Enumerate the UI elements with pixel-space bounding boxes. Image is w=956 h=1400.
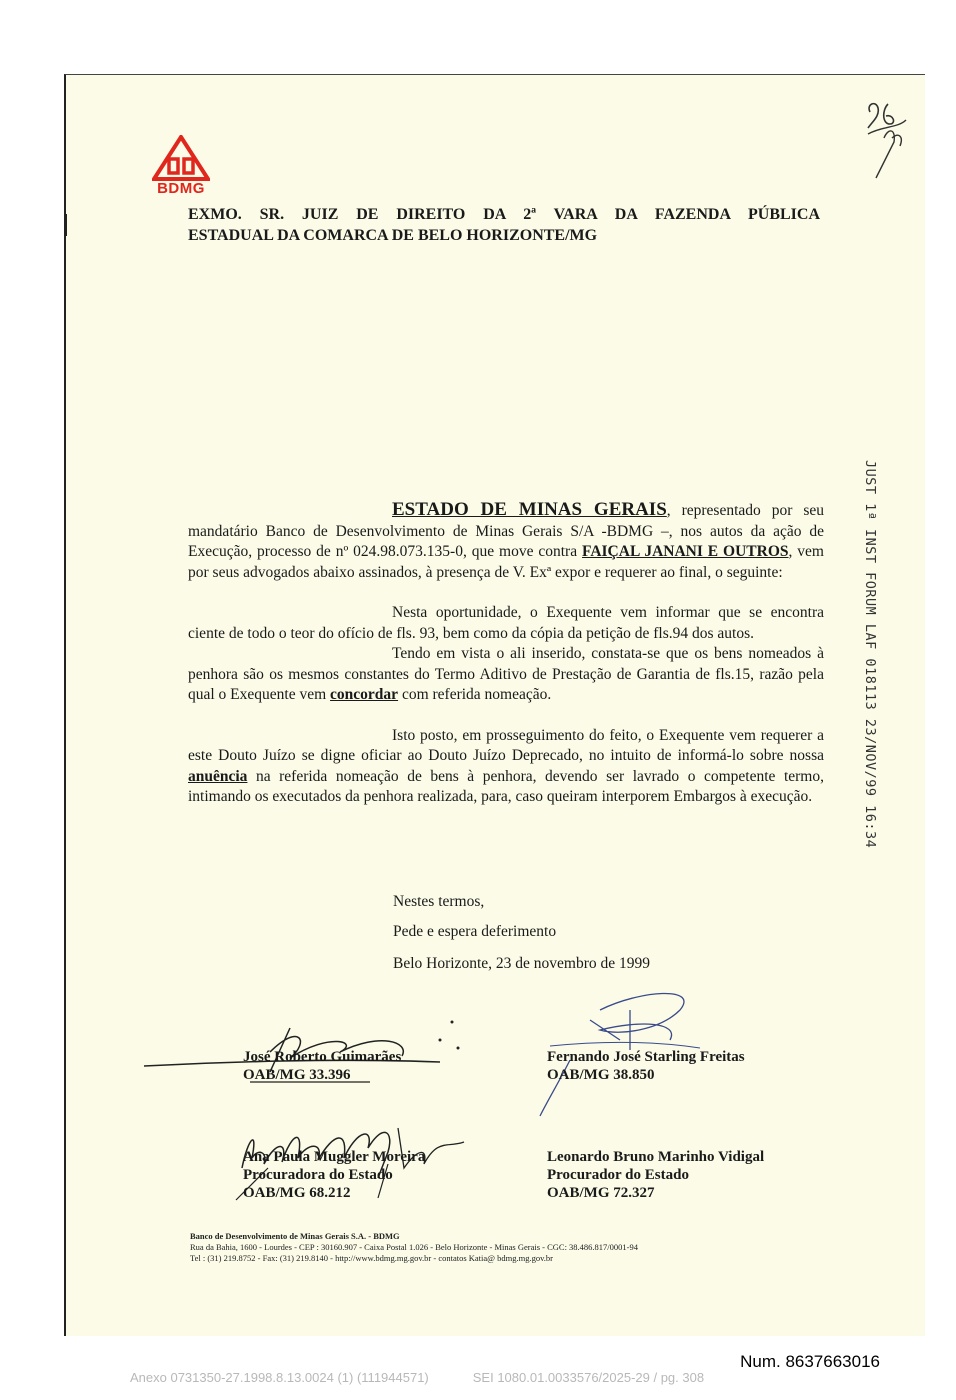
signatory-1-name: José Roberto Guimarães <box>243 1049 402 1065</box>
paragraph-isto-posto: Isto posto, em prosseguimento do feito, o Exequente vem requerer a este Douto Juízo se digne oficiar ao Douto Juízo Deprecado, no intuito de informá-lo sobre nossa anuência na referida nomeação de bens à penhora, devendo ser lavrado o competente termo, intimando os executados da penhora realizada, para, caso queiram interporem Embargos à execução. <box>188 726 824 805</box>
addressee-line-2: ESTADUAL DA COMARCA DE BELO HORIZONTE/MG <box>188 227 598 244</box>
footer-contacts: Tel : (31) 219.8752 - Fax: (31) 219.8140 - http://www.bdmg.mg.gov.br - contatos Katia@ bdmg.mg.gov.br <box>190 1253 554 1263</box>
paragraph-informa: Nesta oportunidade, o Exequente vem informar que se encontra ciente de todo o teor do ofício de fls. 93, bem como da cópia da petição de fls.94 dos autos. <box>188 604 824 642</box>
signatory-4-name: Leonardo Bruno Marinho Vidigal <box>547 1149 765 1165</box>
anuencia-emphasis: anuência <box>188 767 248 785</box>
signatory-1-oab: OAB/MG 33.396 <box>243 1067 351 1083</box>
footer-company: Banco de Desenvolvimento de Minas Gerais S.A. - BDMG <box>190 1231 400 1241</box>
signatory-4-role: Procurador do Estado <box>547 1167 689 1183</box>
closing-line-2: Pede e espera deferimento <box>393 923 557 940</box>
stamp-text: JUST 1ª INST FORUM LAF 018113 23/NOV/99 16:34 <box>862 460 878 849</box>
signatory-4 <box>547 1148 764 1202</box>
signatory-3-name: Ana Paula Muggler Moreira <box>243 1149 426 1165</box>
paragraph-intro: ESTADO DE MINAS GERAIS, representado por seu mandatário Banco de Desenvolvimento de Minas Gerais S/A -BDMG –, nos autos da ação de Execução, processo de nº 024.98.073.135-0, que move contra FAIÇAL JANANI E OUTROS, vem por seus advogados abaixo assinados, à presença de V. Exª expor e requerer ao final, o seguinte: <box>188 499 824 581</box>
logo-label: BDMG <box>157 180 205 197</box>
annex-id: Anexo 0731350-27.1998.8.13.0024 (1) (111944571) <box>130 1370 429 1385</box>
closing-date: Belo Horizonte, 23 de novembro de 1999 <box>393 955 650 972</box>
signatory-1 <box>243 1048 401 1084</box>
closing-line-1: Nestes termos, <box>393 893 485 910</box>
court-receipt-stamp <box>834 460 894 849</box>
concordar-emphasis: concordar <box>330 686 399 703</box>
letterhead-footer <box>190 1231 638 1264</box>
handwritten-page-number <box>862 98 916 180</box>
addressee-line-1: EXMO. SR. JUIZ DE DIREITO DA 2ª VARA DA FAZENDA PÚBLICA <box>188 206 820 223</box>
addressee-heading <box>188 204 820 246</box>
binding-mark <box>64 214 67 236</box>
sei-reference: SEI 1080.01.0033576/2025-29 / pg. 308 <box>472 1370 705 1385</box>
defendant-name: FAIÇAL JANANI E OUTROS <box>582 543 789 560</box>
annex-reference <box>130 1370 748 1385</box>
paragraph-tendo-em-vista: Tendo em vista o ali inserido, constata-se que os bens nomeados à penhora são os mesmos constantes do Termo Aditivo de Prestação de Garantia de fls.15, razão pela qual o Exequente vem concordar com referida nomeação. <box>188 645 824 703</box>
signatory-3-role: Procuradora do Estado <box>243 1167 393 1183</box>
petition-body <box>188 500 824 808</box>
signatory-2-name: Fernando José Starling Freitas <box>547 1049 745 1065</box>
signatory-3 <box>243 1148 425 1202</box>
signatory-4-oab: OAB/MG 72.327 <box>547 1185 655 1201</box>
state-name: ESTADO DE MINAS GERAIS <box>392 499 667 520</box>
document-number: Num. 8637663016 <box>740 1352 880 1371</box>
footer-address: Rua da Bahia, 1600 - Lourdes - CEP : 30160.907 - Caixa Postal 1.026 - Belo Horizonte - Minas Gerais - CGC: 38.486.817/0001-94 <box>190 1242 639 1252</box>
signatory-2 <box>547 1048 745 1084</box>
signatory-3-oab: OAB/MG 68.212 <box>243 1185 351 1201</box>
signatory-2-oab: OAB/MG 38.850 <box>547 1067 655 1083</box>
